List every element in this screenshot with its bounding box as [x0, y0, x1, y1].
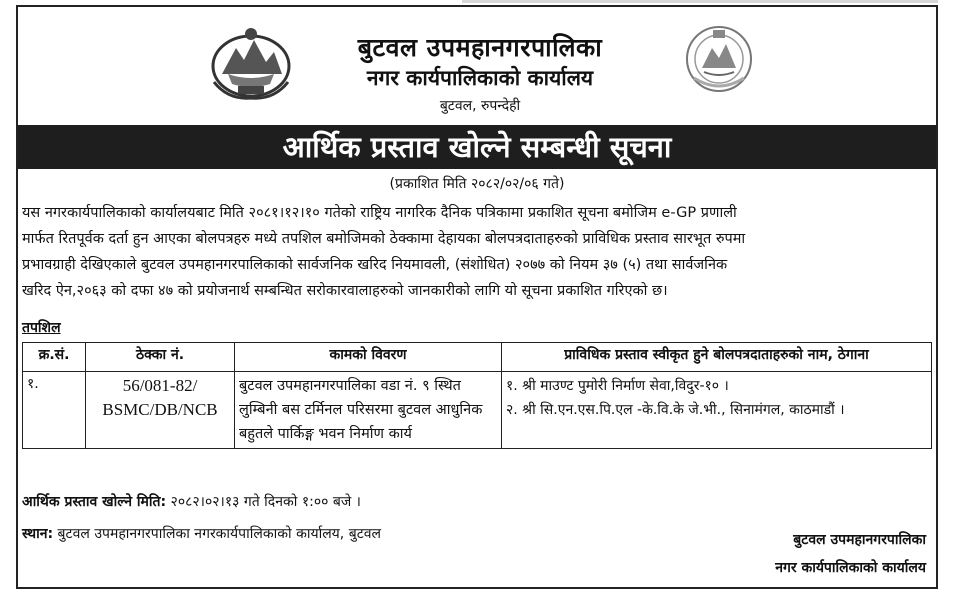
bidder-item: १. श्री माउण्ट पुमोरी निर्माण सेवा,विदुर-१० । — [506, 378, 729, 394]
contract-line: BSMC/DB/NCB — [102, 400, 218, 419]
header-contract: ठेक्का नं. — [86, 343, 235, 372]
venue-value: बुटवल उपमहानगरपालिका नगरकार्यपालिकाको कार्यालय, बुटवल — [53, 526, 382, 542]
venue-label: स्थान: — [22, 526, 54, 542]
municipality-seal-icon — [684, 22, 754, 96]
body-line: प्रभावग्राही देखिएकाले बुटवल उपमहानगरपालिकाको सार्वजनिक खरिद नियमावली, (संशोधित) २०७७ को नियम ३७ (५) तथा सार्वजनिक — [22, 257, 728, 273]
nepal-emblem-icon — [208, 22, 294, 102]
venue — [22, 524, 381, 543]
cell-contract — [86, 372, 235, 449]
top-rule — [462, 0, 938, 3]
notice-title-banner: आर्थिक प्रस्ताव खोल्ने सम्बन्धी सूचना — [18, 125, 936, 169]
table-header-row — [23, 343, 932, 372]
header-sn: क्र.सं. — [23, 343, 86, 372]
table-row — [23, 372, 932, 449]
header-work: कामको विवरण — [235, 343, 502, 372]
body-line: यस नगरकार्यपालिकाको कार्यालयबाट मिति २०८१।१२।१० गतेको राष्ट्रिय नागरिक दैनिक पत्रिकामा प्रकाशित सूचना बमोजिम e-GP प्रणाली — [22, 205, 737, 221]
org-name: बुटवल उपमहानगरपालिका — [357, 33, 603, 62]
notice-body — [22, 200, 932, 304]
contract-line: 56/081-82/ — [122, 376, 198, 395]
published-date: (प्रकाशित मिति २०८२/०२/०६ गते) — [389, 176, 565, 192]
cell-bidders — [502, 372, 932, 449]
bidder-item: २. श्री सि.एन.एस.पि.एल -के.वि.के जे.भी., सिनामंगल, काठमाडौं । — [506, 402, 845, 418]
signature-org: बुटवल उपमहानगरपालिका — [793, 532, 926, 548]
body-line: मार्फत रितपूर्वक दर्ता हुन आएका बोलपत्रहरु मध्ये तपशिल बमोजिमको ठेक्कामा देहायका बोलपत्रदाताहरुको प्राविधिक प्रस्ताव सारभूत रुपमा — [22, 231, 746, 247]
org-office: नगर कार्यपालिकाको कार्यालय — [366, 66, 594, 90]
org-place: बुटवल, रुपन्देही — [439, 98, 521, 114]
details-label: तपशिल — [22, 320, 61, 336]
body-line: खरिद ऐन,२०६३ को दफा ४७ को प्रयोजनार्थ सम्बन्धित सरोकारवालाहरुको जानकारीको लागि यो सूचना प्रकाशित गरिएको छ। — [22, 283, 668, 299]
bidders-table — [22, 342, 932, 449]
open-date-label: आर्थिक प्रस्ताव खोल्ने मिति: — [22, 494, 167, 510]
open-date-value: २०८२।०२।१३ गते दिनको १:०० बजे । — [166, 494, 361, 510]
cell-work: बुटवल उपमहानगरपालिका वडा नं. ९ स्थित लुम्बिनी बस टर्मिनल परिसरमा बुटवल आधुनिक बहुतले पार्किङ्ग भवन निर्माण कार्य — [235, 372, 502, 449]
cell-sn: १. — [23, 372, 86, 449]
header-bidders: प्राविधिक प्रस्ताव स्वीकृत हुने बोलपत्रदाताहरुको नाम, ठेगाना — [502, 343, 932, 372]
signature-office: नगर कार्यपालिकाको कार्यालय — [775, 560, 926, 576]
open-date — [22, 492, 361, 511]
